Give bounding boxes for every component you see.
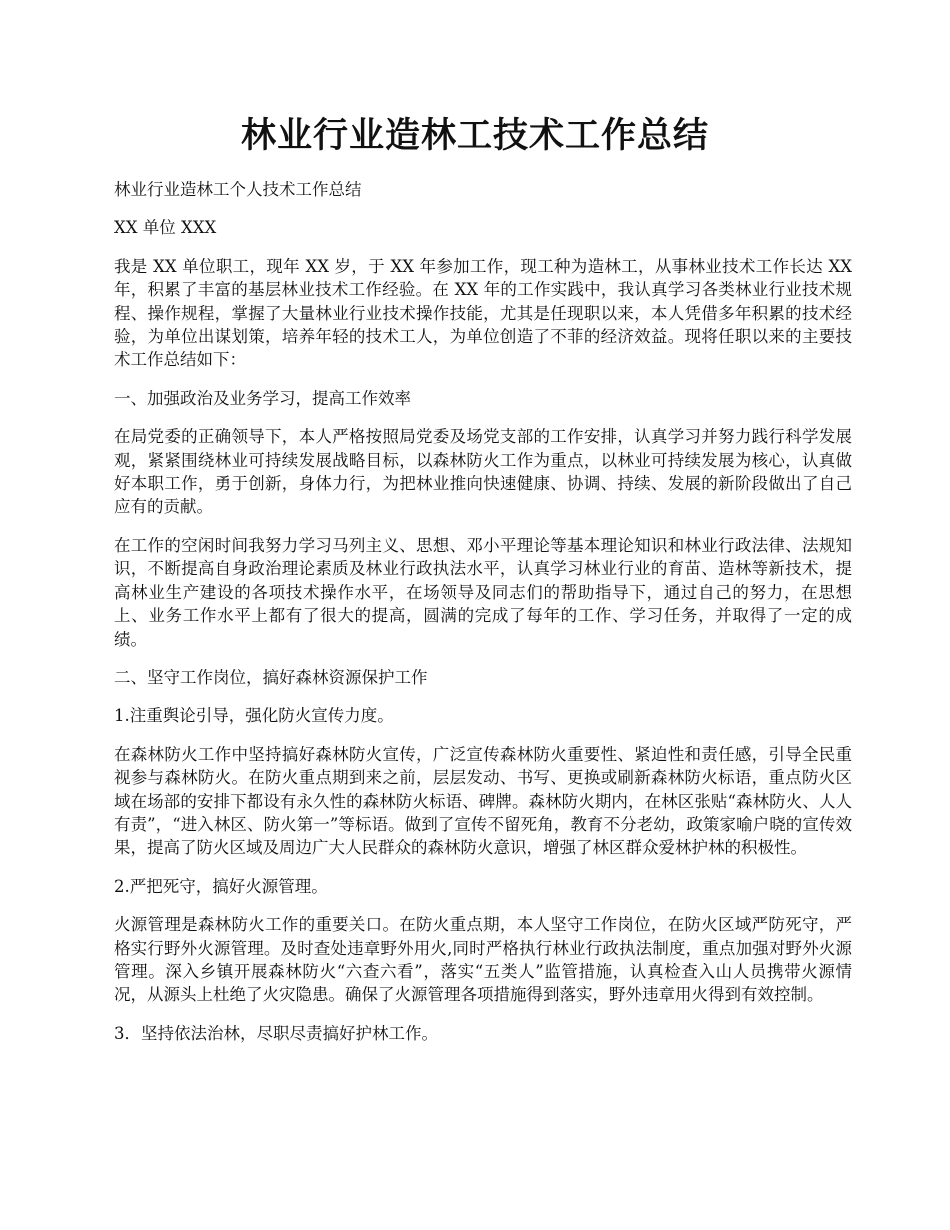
body-paragraph: 在工作的空闲时间我努力学习马列主义、思想、邓小平理论等基本理论知识和林业行政法律、法规知识，不断提高自身政治理论素质及林业行政执法水平，认真学习林业行业的育苗、造林等新技术，提高林业生产建设的各项技术操作水平，在场领导及同志们的帮助指导下，通过自己的努力，在思想上、业务工作水平上都有了很大的提高，圆满的完成了每年的工作、学习任务，并取得了一定的成绩。 xyxy=(114,535,852,649)
intro-paragraph: 我是 XX 单位职工，现年 XX 岁，于 XX 年参加工作，现工种为造林工，从事林业技术工作长达 XX 年，积累了丰富的基层林业技术工作经验。在 XX 年的工作实践中，我认真学习各类林业行业技术规程、操作规程，掌握了大量林业行业技术操作技能，尤其是任现职以来，本人凭借多年积累的技术经验，为单位出谋划策，培养年轻的技术工人，为单位创造了不菲的经济效益。现将任职以来的主要技术工作总结如下： xyxy=(114,256,852,370)
body-paragraph: 在森林防火工作中坚持搞好森林防火宣传，广泛宣传森林防火重要性、紧迫性和责任感，引导全民重视参与森林防火。在防火重点期到来之前，层层发动、书写、更换或刷新森林防火标语，重点防火区域在场部的安排下都设有永久性的森林防火标语、碑牌。森林防火期内，在林区张贴“森林防火、人人有责”，“进入林区、防火第一”等标语。做到了宣传不留死角，教育不分老幼，政策家喻户晓的宣传效果，提高了防火区域及周边广大人民群众的森林防火意识，增强了林区群众爱林护林的积极性。 xyxy=(114,744,852,858)
author-line: XX 单位 XXX xyxy=(114,218,217,238)
subsection-heading-1: 1.注重舆论引导，强化防火宣传力度。 xyxy=(114,706,394,726)
document-title: 林业行业造林工技术工作总结 xyxy=(240,115,709,156)
section-heading-2: 二、坚守工作岗位，搞好森林资源保护工作 xyxy=(114,667,428,687)
subsection-heading-2: 2.严把死守，搞好火源管理。 xyxy=(114,876,328,896)
subtitle-paragraph: 林业行业造林工个人技术工作总结 xyxy=(114,180,362,199)
document-body xyxy=(114,178,852,1060)
section-heading-1: 一、加强政治及业务学习，提高工作效率 xyxy=(114,388,411,408)
subsection-heading-3: 3．坚持依法治林，尽职尽责搞好护林工作。 xyxy=(114,1023,438,1043)
body-paragraph: 火源管理是森林防火工作的重要关口。在防火重点期，本人坚守工作岗位，在防火区域严防死守，严格实行野外火源管理。及时查处违章野外用火,同时严格执行林业行政执法制度，重点加强对野外火源管理。深入乡镇开展森林防火“六查六看”，落实“五类人”监管措施，认真检查入山人员携带火源情况，从源头上杜绝了火灾隐患。确保了火源管理各项措施得到落实，野外违章用火得到有效控制。 xyxy=(114,915,852,1005)
body-paragraph: 在局党委的正确领导下，本人严格按照局党委及场党支部的工作安排，认真学习并努力践行科学发展观，紧紧围绕林业可持续发展战略目标，以森林防火工作为重点，以林业可持续发展为核心，认真做好本职工作，勇于创新，身体力行，为把林业推向快速健康、协调、持续、发展的新阶段做出了自己应有的贡献。 xyxy=(114,427,852,517)
